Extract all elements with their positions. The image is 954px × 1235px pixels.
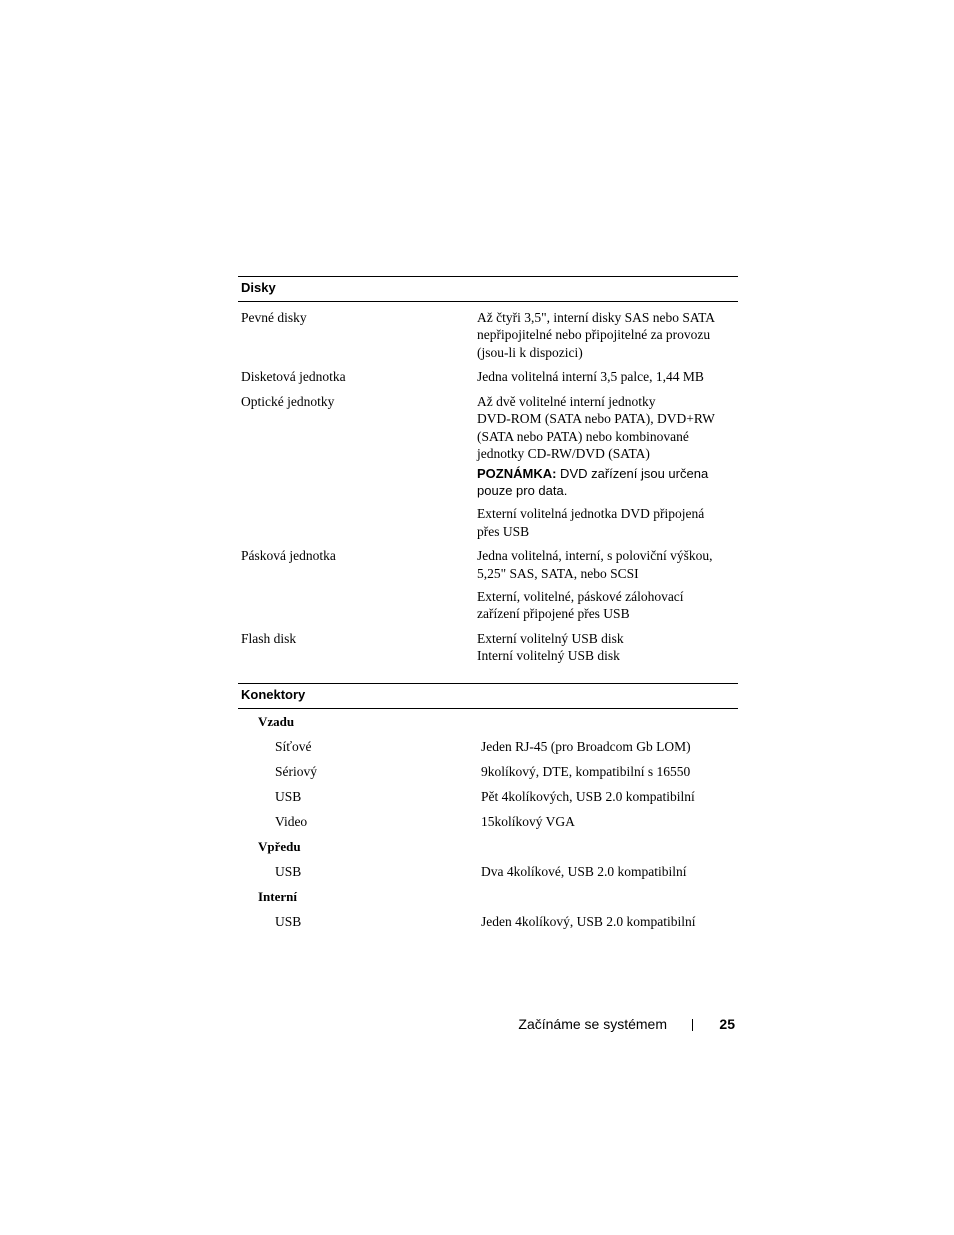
footer-separator bbox=[692, 1019, 693, 1031]
connector-label: Video bbox=[275, 813, 308, 829]
connector-label: USB bbox=[275, 788, 302, 804]
spec-table bbox=[238, 276, 738, 930]
group-heading-rear: Vzadu bbox=[258, 713, 295, 729]
spec-value bbox=[477, 547, 738, 622]
group-heading-front: Vpředu bbox=[258, 838, 301, 854]
connector-value: Jeden RJ-45 (pro Broadcom Gb LOM) bbox=[481, 738, 691, 754]
connector-value: Pět 4kolíkových, USB 2.0 kompatibilní bbox=[481, 788, 695, 804]
value-line: (SATA nebo PATA) nebo kombinované bbox=[477, 428, 689, 444]
value-line: nepřipojitelné nebo připojitelné za provozu bbox=[477, 327, 711, 343]
footer-title: Začínáme se systémem bbox=[518, 1016, 667, 1032]
spec-label: Pásková jednotka bbox=[241, 548, 336, 564]
value-line: DVD-ROM (SATA nebo PATA), DVD+RW bbox=[477, 411, 715, 427]
spec-value bbox=[477, 393, 738, 540]
value-line: Interní volitelný USB disk bbox=[477, 648, 620, 664]
spec-row-tape bbox=[238, 547, 738, 622]
value-line: Externí, volitelné, páskové zálohovací bbox=[477, 589, 684, 605]
spec-row-floppy bbox=[238, 368, 738, 385]
note bbox=[477, 465, 738, 482]
connector-row bbox=[238, 788, 738, 805]
spec-label: Optické jednotky bbox=[241, 394, 335, 410]
spec-label: Pevné disky bbox=[241, 310, 307, 325]
spec-value bbox=[477, 309, 738, 361]
connector-label: Síťové bbox=[275, 738, 312, 754]
value-line: Až dvě volitelné interní jednotky bbox=[477, 394, 656, 410]
spec-row-optical bbox=[238, 393, 738, 540]
spec-row-flash bbox=[238, 630, 738, 665]
spec-label: Disketová jednotka bbox=[241, 369, 346, 385]
connector-row bbox=[238, 763, 738, 780]
note-text: DVD zařízení jsou určena bbox=[556, 466, 709, 482]
connector-row bbox=[238, 913, 738, 930]
connector-value: Jeden 4kolíkový, USB 2.0 kompatibilní bbox=[481, 913, 696, 929]
spec-value bbox=[477, 368, 738, 385]
value-line: jednotky CD-RW/DVD (SATA) bbox=[477, 446, 650, 462]
value-line: Externí volitelná jednotka DVD připojená bbox=[477, 506, 705, 522]
value-line: 5,25" SAS, SATA, nebo SCSI bbox=[477, 565, 639, 581]
value-line: přes USB bbox=[477, 523, 530, 539]
note-label: POZNÁMKA: bbox=[477, 466, 557, 482]
spec-label: Flash disk bbox=[241, 631, 297, 647]
section-heading-connectors: Konektory bbox=[238, 683, 738, 709]
connector-row bbox=[238, 738, 738, 755]
value-line: Externí volitelný USB disk bbox=[477, 631, 624, 647]
connector-value: 15kolíkový VGA bbox=[481, 813, 575, 829]
section-heading-disks: Disky bbox=[238, 276, 738, 302]
page-number: 25 bbox=[719, 1016, 735, 1032]
connector-label: USB bbox=[275, 863, 302, 879]
value-line: Jedna volitelná interní 3,5 palce, 1,44 MB bbox=[477, 369, 704, 385]
spec-value bbox=[477, 630, 738, 665]
note-text-2: pouze pro data. bbox=[477, 483, 568, 499]
spec-row-hard-disks bbox=[238, 309, 738, 361]
value-line: (jsou-li k dispozici) bbox=[477, 344, 583, 360]
connector-value: Dva 4kolíkové, USB 2.0 kompatibilní bbox=[481, 863, 687, 879]
value-line: Až čtyři 3,5", interní disky SAS nebo SATA bbox=[477, 310, 716, 325]
connector-label: Sériový bbox=[275, 763, 317, 779]
value-line: Jedna volitelná, interní, s poloviční výškou, bbox=[477, 548, 713, 564]
group-heading-internal: Interní bbox=[258, 888, 297, 904]
connector-value: 9kolíkový, DTE, kompatibilní s 16550 bbox=[481, 763, 691, 779]
connector-row bbox=[238, 863, 738, 880]
connector-row bbox=[238, 813, 738, 830]
value-line: zařízení připojené přes USB bbox=[477, 606, 630, 622]
connector-label: USB bbox=[275, 913, 302, 929]
